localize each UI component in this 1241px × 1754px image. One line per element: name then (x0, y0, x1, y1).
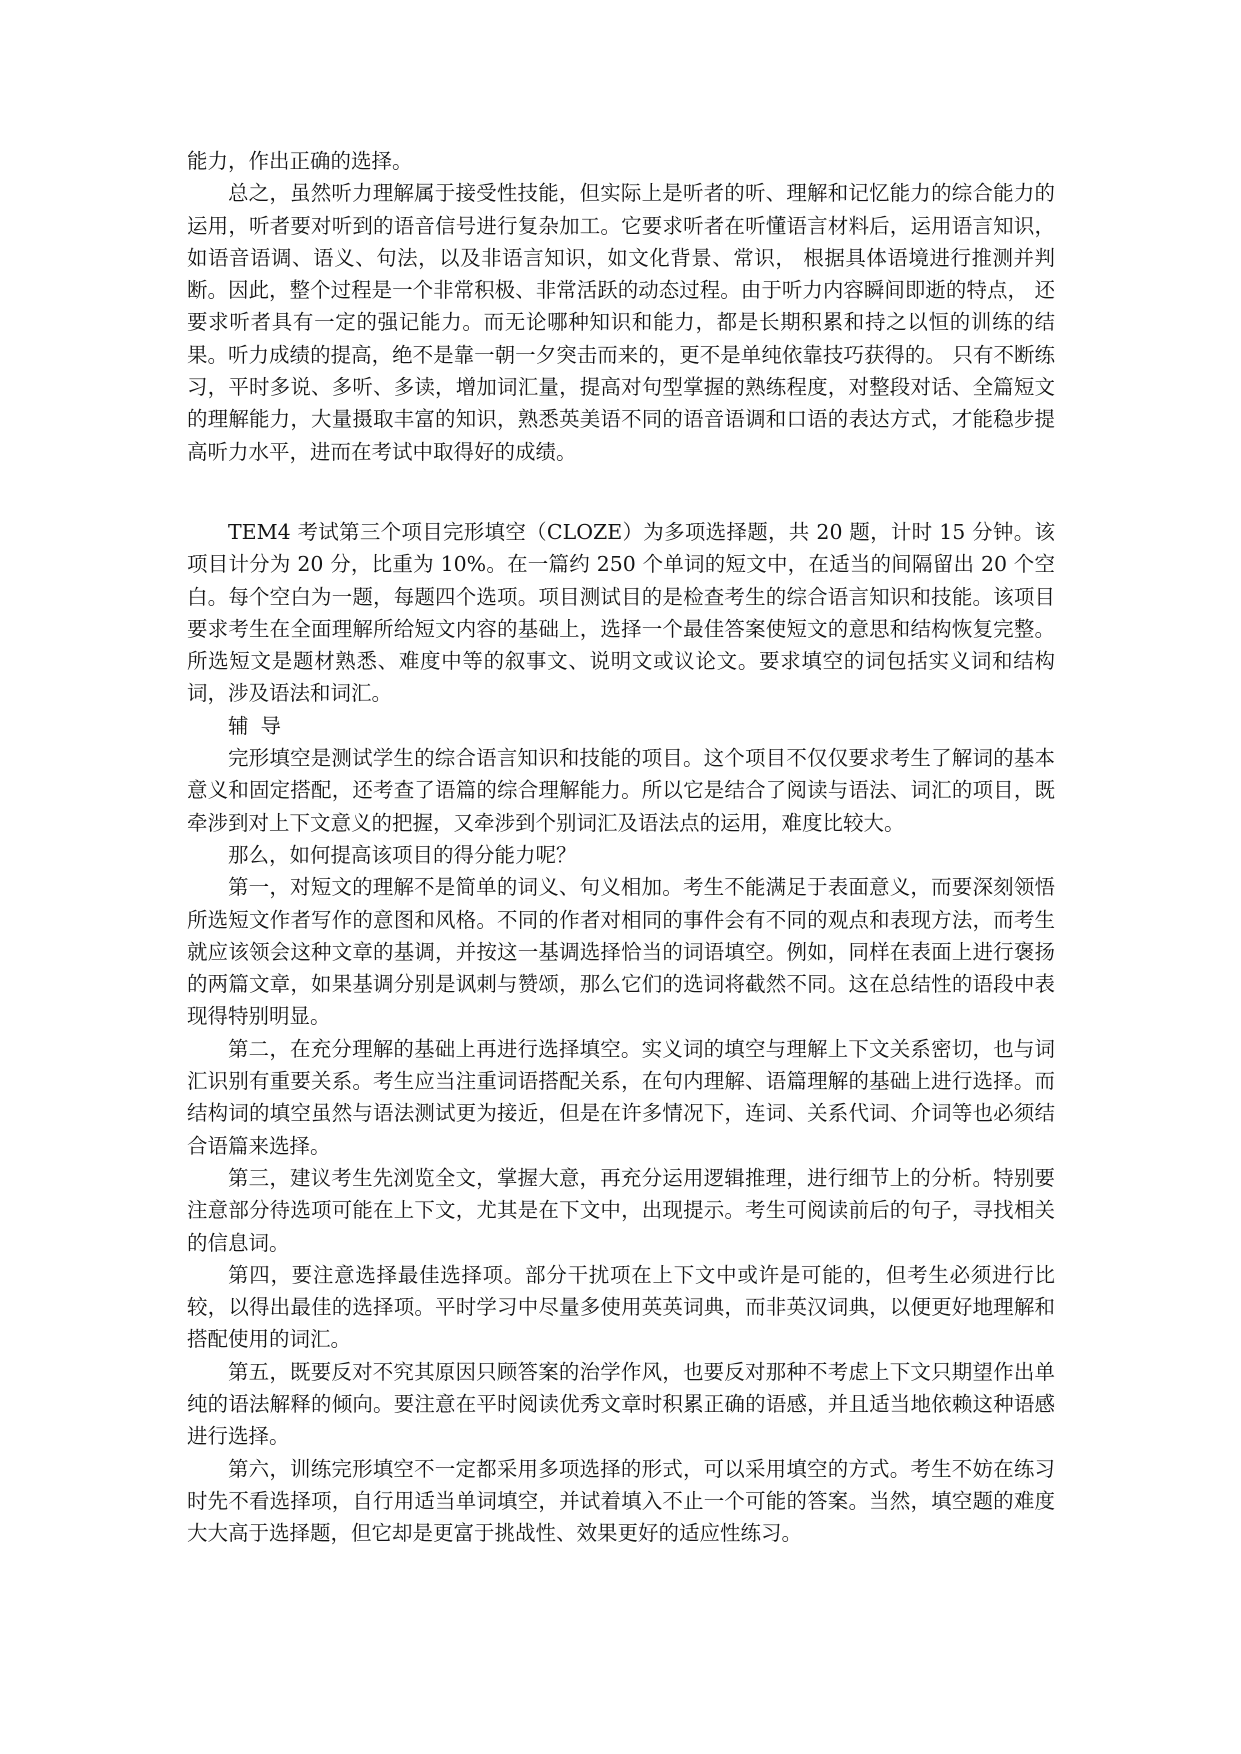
cloze-overview-paragraph: 完形填空是测试学生的综合语言知识和技能的项目。这个项目不仅仅要求考生了解词的基本意义和固定搭配，还考查了语篇的综合理解能力。所以它是结合了阅读与语法、词汇的项目，既牵涉到对上下文意义的把握，又牵涉到个别词汇及语法点的运用，难度比较大。 (187, 746, 1055, 835)
question-paragraph: 那么，如何提高该项目的得分能力呢？ (228, 842, 577, 867)
point-six-paragraph: 第六，训练完形填空不一定都采用多项选择的形式，可以采用填空的方式。考生不妨在练习时先不看选择项，自行用适当单词填空，并试着填入不止一个可能的答案。当然，填空题的难度大大高于选择题，但它却是更富于挑战性、效果更好的适应性练习。 (187, 1456, 1055, 1546)
tutoring-heading: 辅导 (228, 713, 293, 738)
continuation-paragraph: 能力，作出正确的选择。 (187, 149, 413, 173)
point-two-paragraph: 第二，在充分理解的基础上再进行选择填空。实义词的填空与理解上下文关系密切，也与词汇识别有重要关系。考生应当注重词语搭配关系，在句内理解、语篇理解的基础上进行选择。而结构词的填空虽然与语法测试更为接近，但是在许多情况下，连词、关系代词、介词等也必须结合语篇来选择。 (187, 1036, 1055, 1158)
summary-paragraph: 总之，虽然听力理解属于接受性技能，但实际上是听者的听、理解和记忆能力的综合能力的运用，听者要对听到的语音信号进行复杂加工。它要求听者在听懂语言材料后，运用语言知识，如语音语调、语义、句法，以及非语言知识，如文化背景、常识， 根据具体语境进行推测并判断。因此，整个过程是一个非常积极、非常活跃的动态过程。由于听力内容瞬间即逝的特点， 还要求听者具有一定的强记能力。而无论哪种知识和能力，都是长期积累和持之以恒的训练的结果。听力成绩的提高，绝不是靠一朝一夕突击而来的，更不是单纯依靠技巧获得的。 只有不断练习，平时多说、多听、多读，增加词汇量，提高对句型掌握的熟练程度，对整段对话、全篇短文的理解能力，大量摄取丰富的知识，熟悉英美语不同的语音语调和口语的表达方式，才能稳步提高听力水平，进而在考试中取得好的成绩。 (187, 181, 1055, 464)
point-five-paragraph: 第五，既要反对不究其原因只顾答案的治学作风，也要反对那种不考虑上下文只期望作出单纯的语法解释的倾向。要注意在平时阅读优秀文章时积累正确的语感，并且适当地依赖这种语感进行选择。 (187, 1359, 1055, 1449)
document-body (187, 145, 1055, 1549)
section-gap (187, 468, 1055, 516)
point-three-paragraph: 第三，建议考生先浏览全文，掌握大意，再充分运用逻辑推理，进行细节上的分析。特别要注意部分待选项可能在上下文，尤其是在下文中，出现提示。考生可阅读前后的句子，寻找相关的信息词。 (187, 1165, 1055, 1255)
point-one-paragraph: 第一，对短文的理解不是简单的词义、句义相加。考生不能满足于表面意义，而要深刻领悟所选短文作者写作的意图和风格。不同的作者对相同的事件会有不同的观点和表现方法，而考生就应该领会这种文章的基调，并按这一基调选择恰当的词语填空。例如，同样在表面上进行褒扬的两篇文章，如果基调分别是讽刺与赞颂，那么它们的选词将截然不同。这在总结性的语段中表现得特别明显。 (187, 875, 1055, 1029)
point-four-paragraph: 第四，要注意选择最佳选择项。部分干扰项在上下文中或许是可能的，但考生必须进行比较，以得出最佳的选择项。平时学习中尽量多使用英英词典，而非英汉词典，以便更好地理解和搭配使用的词汇。 (187, 1262, 1055, 1352)
cloze-intro-paragraph: TEM4 考试第三个项目完形填空（CLOZE）为多项选择题，共 20 题，计时 15 分钟。该项目计分为 20 分，比重为 10%。在一篇约 250 个单词的短文中，在适当的间隔留出 20 个空白。每个空白为一题，每题四个选项。项目测试目的是检查考生的综合语言知识和技能。该项目要求考生在全面理解所给短文内容的基础上，选择一个最佳答案使短文的意思和结构恢复完整。所选短文是题材熟悉、难度中等的叙事文、说明文或议论文。要求填空的词包括实义词和结构词，涉及语法和词汇。 (187, 519, 1055, 706)
